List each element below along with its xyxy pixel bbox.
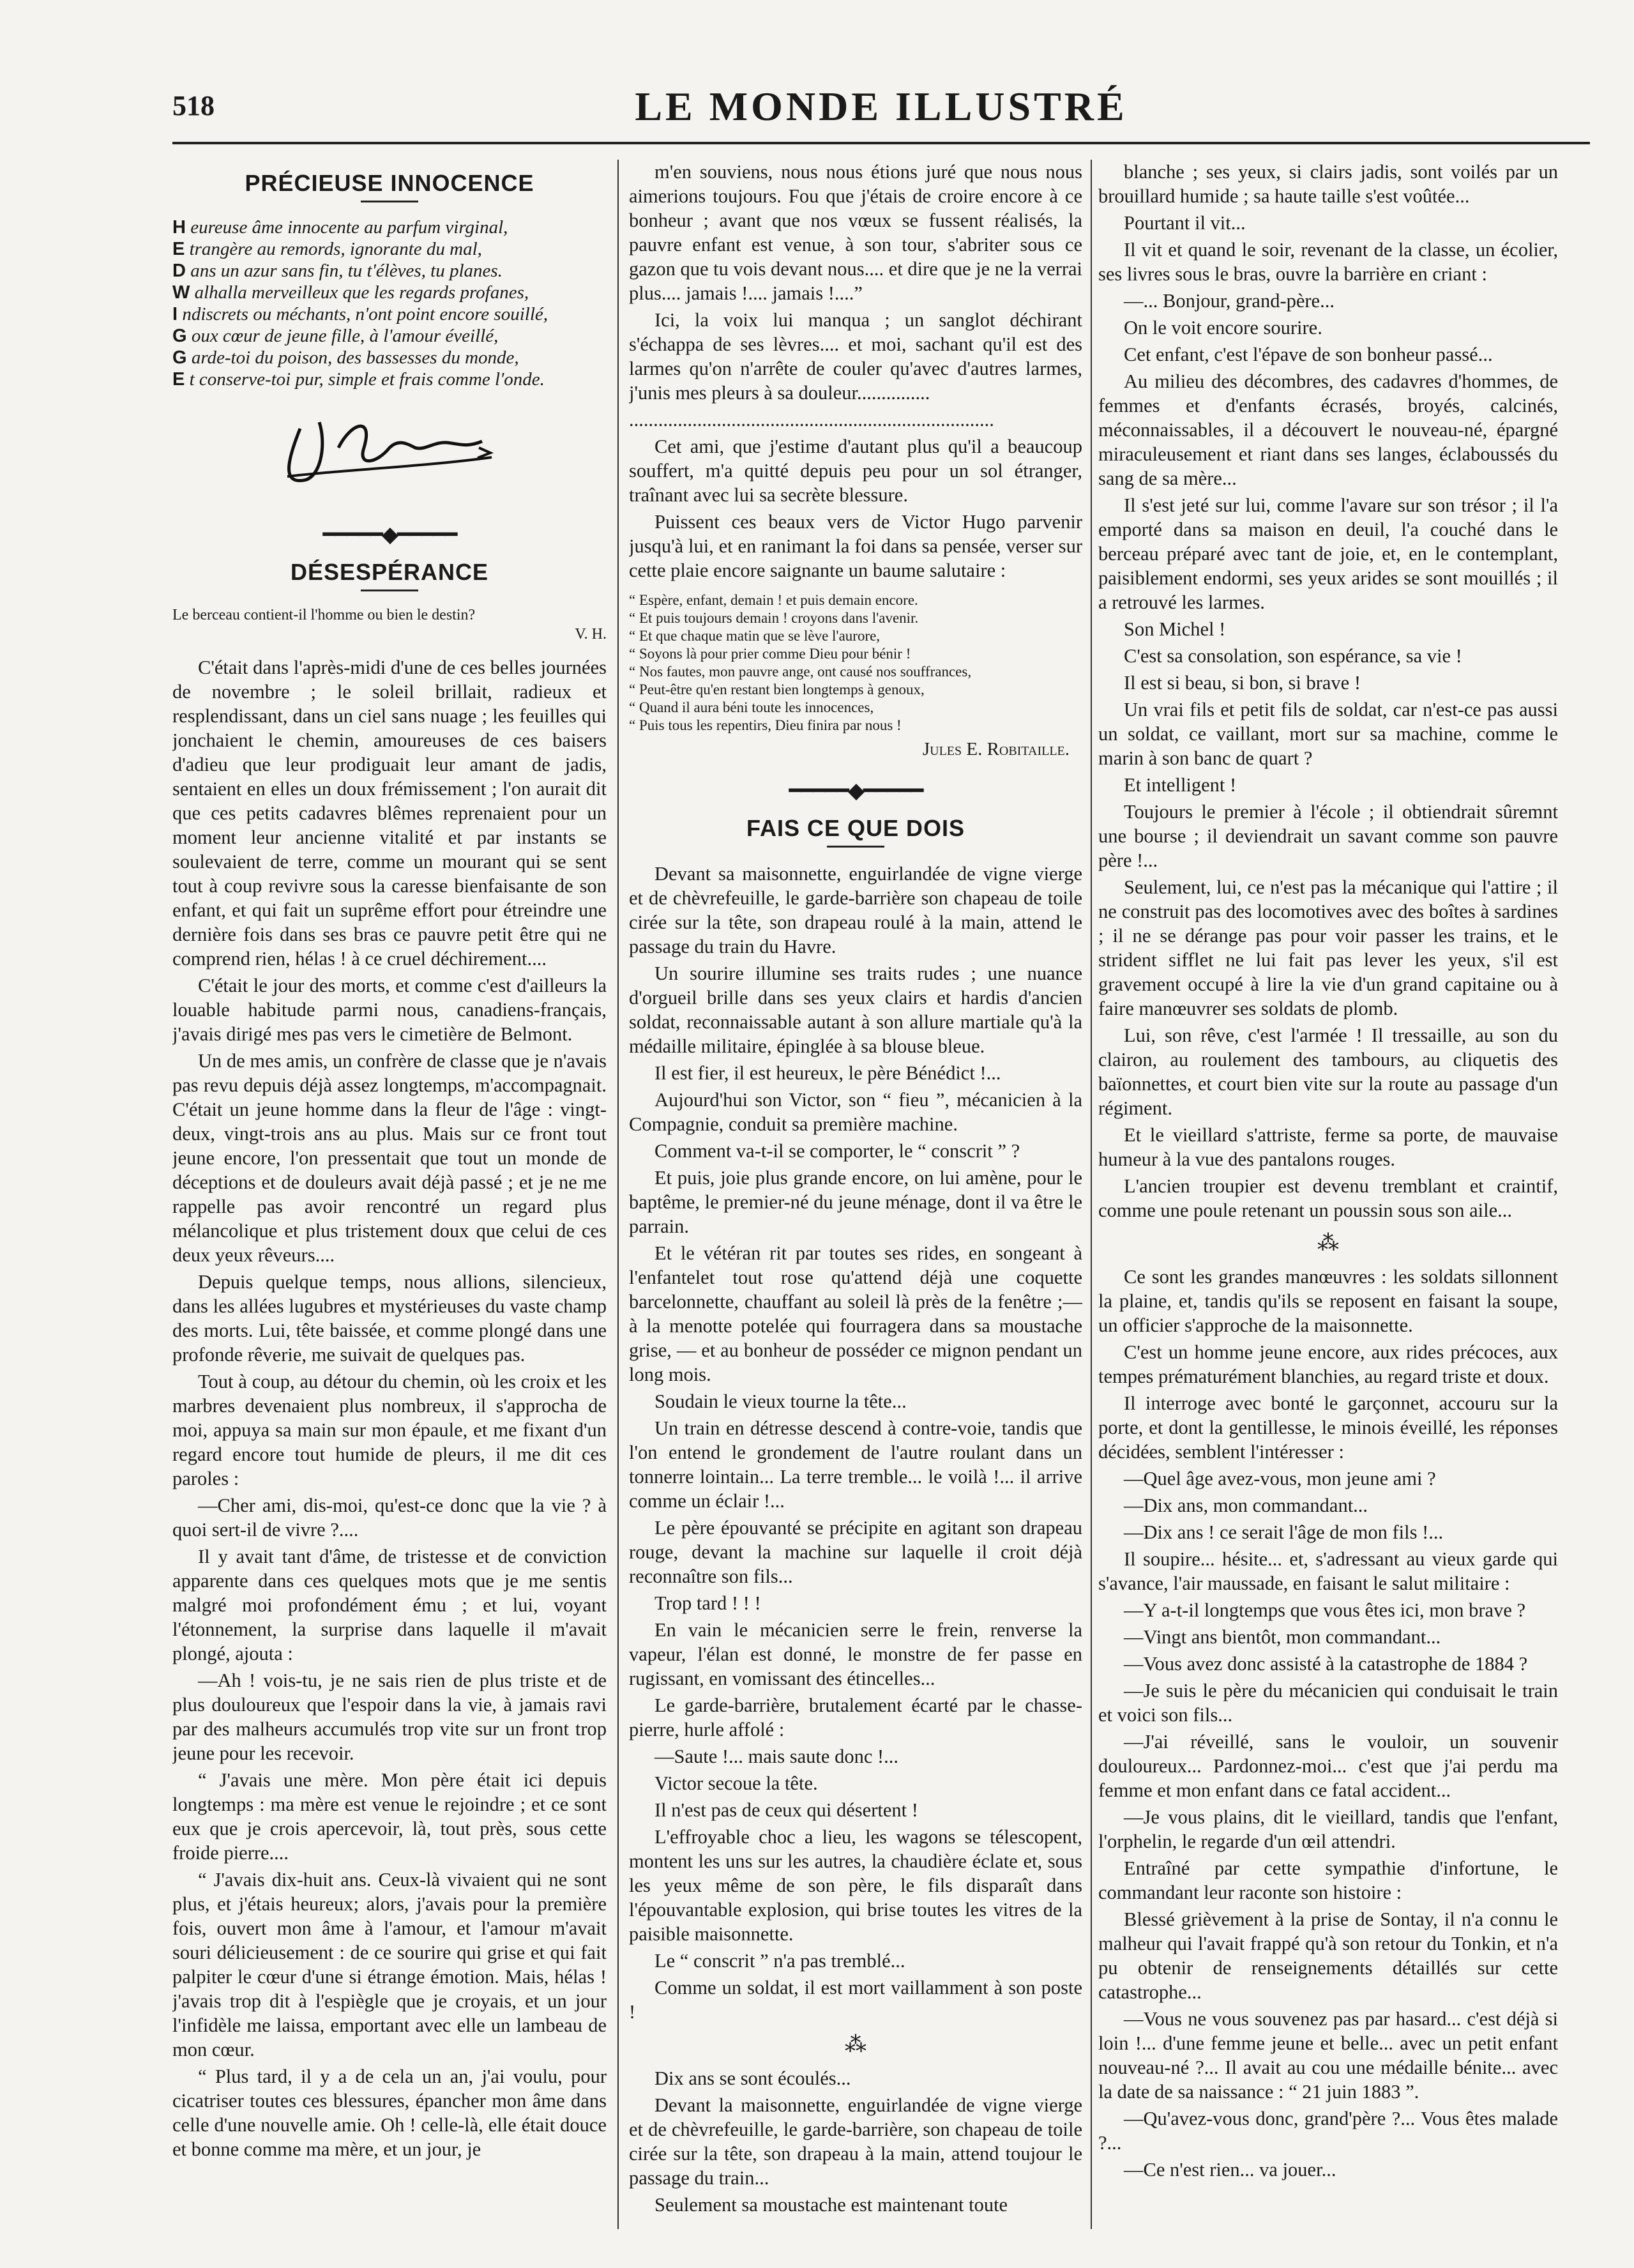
verse-line: “ Quand il aura béni toute les innocences, (629, 699, 874, 715)
paragraph: blanche ; ses yeux, si clairs jadis, sont voilés par un brouillard humide ; sa haute taille s'est voûtée... (1098, 161, 1558, 207)
paragraph: Un de mes amis, un confrère de classe que je n'avais pas revu depuis déjà assez longtemps, m'accompagnait. C'était un jeune homme dans la fleur de l'âge : vingt-deux, vingt-trois ans au plus. Mais sur ce front tout jeune encore, l'on pressentait que tout un monde de déceptions et de douleurs avait déjà passé ; et je ne me rappelle pas avoir rencontré un regard plus mélancolique et plus tristement doux que celui de ces deux yeux rêveurs.... (172, 1050, 607, 1266)
title-rule (827, 846, 884, 848)
paragraph: —Je suis le père du mécanicien qui conduisait le train et voici son fils... (1098, 1680, 1558, 1726)
acrostic-initial: G (172, 347, 187, 368)
paragraph: Aujourd'hui son Victor, son “ fieu ”, mécanicien à la Compagnie, conduit sa première machine. (629, 1089, 1082, 1135)
poem-line (172, 369, 607, 390)
paragraph: Toujours le premier à l'école ; il obtiendrait sûremnt une bourse ; il deviendrait un savant comme son pauvre père !... (1098, 801, 1558, 871)
title-rule (361, 590, 418, 591)
paragraph: Comment va-t-il se comporter, le “ conscrit ” ? (654, 1140, 1020, 1162)
paragraph: Tout à coup, au détour du chemin, où les croix et les marbres devenaient plus nombreux, il s'approcha de moi, appuya sa main sur mon épaule, et me fixant d'un regard encore tout humide de pleurs, il me dit ces paroles : (172, 1371, 607, 1489)
paragraph: Un sourire illumine ses traits rudes ; une nuance d'orgueil brille dans ses yeux clairs et hardis d'ancien soldat, reconnaissable autant à son allure martiale qu'à la médaille militaire, épinglée à sa blouse bleue. (629, 963, 1082, 1057)
poem-line (172, 217, 607, 238)
paragraph: —Dix ans ! ce serait l'âge de mon fils !... (1124, 1521, 1444, 1543)
paragraph: —Ce n'est rien... va jouer... (1124, 2159, 1336, 2180)
poem-line-text: eureuse âme innocente au parfum virginal, (190, 217, 508, 238)
paragraph: Il est fier, il est heureux, le père Bénédict !... (654, 1062, 1001, 1084)
acrostic-initial: I (172, 304, 178, 324)
poem-line-text: oux cœur de jeune fille, à l'amour éveillé, (191, 326, 499, 346)
paragraph: —Dix ans, mon commandant... (1124, 1495, 1368, 1516)
section-ornament: ━━━━━◆━━━━━ (789, 779, 923, 803)
paragraph: “ J'avais dix-huit ans. Ceux-là vivaient qui ne sont plus, et j'étais heureux; alors, j'avais pour la première fois, ouvert mon âme à l'amour, et l'amour m'avait souri délicieusement : de ce sourire qui grise et qui fait palpiter le cœur d'une si étrange émotion. Mais, hélas ! j'avais trop dit à l'espiègle que je croyais, et un jour l'infidèle me laissa, emportant avec elle un lambeau de mon cœur. (172, 1869, 607, 2060)
paragraph: Son Michel ! (1124, 618, 1226, 640)
verse-quote (629, 591, 1082, 734)
paragraph: —Ah ! vois-tu, je ne sais rien de plus triste et de plus douloureux que l'espoir dans la vie, à jamais ravi par des malheurs accumulés trop vite sur un front trop jeune pour les recevoir. (172, 1670, 607, 1764)
acrostic-initial: E (172, 369, 185, 390)
paragraph: Seulement sa moustache est maintenant toute (654, 2194, 1008, 2216)
paragraph: L'ancien troupier est devenu tremblant et craintif, comme une poule retenant un poussin sous son aile... (1098, 1175, 1558, 1221)
paragraph: Il n'est pas de ceux qui désertent ! (654, 1799, 918, 1821)
paragraph: —Vous avez donc assisté à la catastrophe de 1884 ? (1124, 1653, 1528, 1675)
poem-line (172, 303, 607, 325)
poem-line-text: arde-toi du poison, des bassesses du monde, (191, 347, 519, 368)
paragraph: Il s'est jeté sur lui, comme l'avare sur son trésor ; il l'a emporté dans sa maison en deuil, l'a couché dans le berceau préparé avec tant de joie, et, en le contemplant, paisiblement endormi, ses yeux arides se sont mouillés ; il a retrouvé les larmes. (1098, 494, 1558, 613)
paragraph: Et le vétéran rit par toutes ses rides, en songeant à l'enfantelet tout rose qu'attend déjà une coquette barcelonnette, chauffant au soleil là près de la fenêtre ;— à la menotte potelée qui fourragera dans sa moustache grise, — et au bonheur de posséder ce mignon pendant un long mois. (629, 1242, 1082, 1385)
poem-line-text: t conserve-toi pur, simple et frais comme l'onde. (189, 369, 545, 390)
paragraph: Devant la maisonnette, enguirlandée de vigne vierge et de chèvrefeuille, le garde-barrière, son chapeau de toile cirée sur la tête, son drapeau à la main, attend toujour le passage du train... (629, 2094, 1082, 2189)
signature (172, 390, 607, 505)
paragraph: Il est si beau, si bon, si brave ! (1124, 672, 1361, 694)
paragraph: —Y a-t-il longtemps que vous êtes ici, mon brave ? (1124, 1599, 1526, 1621)
story-body (172, 655, 607, 2161)
story-title: DÉSESPÉRANCE (290, 559, 489, 585)
poem-line (172, 260, 607, 282)
story-body-continued (1098, 160, 1558, 1222)
poem-line-text: ndiscrets ou méchants, n'ont point encore souillé, (182, 304, 548, 324)
column-1 (172, 160, 607, 2229)
paragraph: Soudain le vieux tourne la tête... (654, 1390, 907, 1412)
paragraph: Devant sa maisonnette, enguirlandée de vigne vierge et de chèvrefeuille, le garde-barrière son chapeau de toile cirée sur la tête, son drapeau roulé à la main, attend le passage du train du Havre. (629, 863, 1082, 957)
paragraph: Il soupire... hésite... et, s'adressant au vieux garde qui s'avance, l'air maussade, en faisant le salut militaire : (1098, 1548, 1558, 1594)
poem-line-text: trangère au remords, ignorante du mal, (189, 239, 482, 259)
paragraph: On le voit encore sourire. (1124, 317, 1322, 339)
paragraph: —Saute !... mais saute donc !... (654, 1746, 899, 1767)
paragraph: —Cher ami, dis-moi, qu'est-ce donc que la vie ? à quoi sert-il de vivre ?.... (172, 1495, 607, 1541)
paragraph: —J'ai réveillé, sans le vouloir, un souvenir douloureux... Pardonnez-moi... c'est que j'ai perdu ma femme et mon enfant dans ce fatal accident... (1098, 1731, 1558, 1801)
paragraph: Dix ans se sont écoulés... (654, 2067, 851, 2089)
paragraph: Il y avait tant d'âme, de tristesse et de conviction apparente dans ces quelques mots que je me sentis malgré moi profondément ému ; et lui, voyant l'étonnement, la surprise dans laquelle il m'avait plongé, ajouta : (172, 1546, 607, 1664)
story-body (629, 2066, 1082, 2217)
verse-line: “ Nos fautes, mon pauvre ange, ont causé nos souffrances, (629, 664, 972, 680)
paragraph: m'en souviens, nous nous étions juré que nous nous aimerions toujours. Fou que j'étais de croire encore à ce bonheur ; avant que nos vœux se fussent réalisés, la pauvre enfant est venue, à son tour, s'abriter sous ce gazon que tu vois devant nous.... et dire que je ne la verrai plus.... jamais !.... jamais !....” (629, 161, 1082, 304)
paragraph: “ J'avais une mère. Mon père était ici depuis longtemps : ma mère est venue le rejoindre ; et ce sont eux que je crois apercevoir, là, tout près, sous cette froide pierre.... (172, 1769, 607, 1864)
paragraph: Entraîné par cette sympathie d'infortune, le commandant leur raconte son histoire : (1098, 1857, 1558, 1903)
paragraph: En vain le mécanicien serre le frein, renverse la vapeur, l'élan est donné, le monstre de fer passe en rugissant, en vomissant des étincelles... (629, 1619, 1082, 1689)
paragraph: Lui, son rêve, c'est l'armée ! Il tressaille, au son du clairon, au roulement des tambours, au cliquetis des baïonnettes, et court bien vite sur la route au passage d'un régiment. (1098, 1024, 1558, 1119)
story-title: FAIS CE QUE DOIS (746, 815, 965, 841)
paragraph: Cet enfant, c'est l'épave de son bonheur passé... (1124, 344, 1493, 365)
poem-line (172, 325, 607, 347)
poem-line (172, 347, 607, 369)
verse-line: “ Puis tous les repentirs, Dieu finira par nous ! (629, 717, 902, 733)
paragraph: —Qu'avez-vous donc, grand'père ?... Vous êtes malade ?... (1098, 2108, 1558, 2154)
poem-title: PRÉCIEUSE INNOCENCE (245, 170, 534, 196)
acrostic-poem (172, 217, 607, 390)
paragraph: Comme un soldat, il est mort vaillamment à son poste ! (629, 1977, 1082, 2023)
paragraph: Depuis quelque temps, nous allions, silencieux, dans les allées lugubres et mystérieuses du vaste champ des morts. Lui, tête baissée, et comme plongé dans une profonde rêverie, me suivait de quelques pas. (172, 1271, 607, 1366)
poem-line-text: ans un azur sans fin, tu t'élèves, tu planes. (190, 261, 503, 281)
paragraph: Ce sont les grandes manœuvres : les soldats sillonnent la plaine, et, tandis qu'ils se reposent en faisant la soupe, un officier s'approche de la maisonnette. (1098, 1266, 1558, 1336)
paragraph: —Quel âge avez-vous, mon jeune ami ? (1124, 1468, 1436, 1489)
paragraph: Il interroge avec bonté le garçonnet, accouru sur la porte, et dont la gentillesse, le minois éveillé, les réponses décidées, semblent l'intéresser : (1098, 1392, 1558, 1463)
paragraph: —Vous ne vous souvenez pas par hasard... c'est déjà si loin !... d'une femme jeune et belle... avec un petit enfant nouveau-né ?... Il avait au cou une médaille bénite... avec la date de sa naissance : “ 21 juin 1883 ”. (1098, 2008, 1558, 2103)
paragraph: —Vingt ans bientôt, mon commandant... (1124, 1626, 1441, 1648)
section-ornament: ━━━━━◆━━━━━ (322, 523, 457, 547)
page-number: 518 (172, 90, 215, 121)
paragraph: Pourtant il vit... (1124, 212, 1246, 234)
paragraph: Il vit et quand le soir, revenant de la classe, un écolier, ses livres sous le bras, ouvre la barrière en criant : (1098, 239, 1558, 285)
paragraph: Au milieu des décombres, des cadavres d'hommes, de femmes et d'enfants écrasés, broyés, calcinés, méconnaissables, il a découvert le nouveau-né, épargné miraculeusement et riant dans ses langes, éclaboussés du sang de sa mère... (1098, 370, 1558, 489)
epigraph-text: Le berceau contient-il l'homme ou bien le destin? (172, 607, 476, 623)
epigraph-author: V. H. (575, 626, 607, 643)
paragraph: ........................................................................... (629, 409, 994, 430)
paragraph: Et le vieillard s'attriste, ferme sa porte, de mauvaise humeur à la vue des pantalons rouges. (1098, 1124, 1558, 1170)
paragraph: Trop tard ! ! ! (654, 1592, 761, 1614)
paragraph: Et puis, joie plus grande encore, on lui amène, pour le baptême, le premier-né du jeune ménage, dont il va être le parrain. (629, 1167, 1082, 1237)
paragraph: C'était le jour des morts, et comme c'est d'ailleurs la louable habitude parmi nous, canadiens-français, j'avais dirigé mes pas vers le cimetière de Belmont. (172, 975, 607, 1045)
paragraph: Victor secoue la tête. (654, 1772, 818, 1794)
paragraph: Ici, la voix lui manqua ; un sanglot déchirant s'échappa de ses lèvres.... et moi, sachant qu'il est des larmes qu'on n'arrête de couler qu'avec d'autres larmes, j'unis mes pleurs à sa douleur............... (629, 309, 1082, 404)
column-divider (617, 160, 619, 2229)
page-header (172, 84, 1590, 141)
paragraph: Seulement, lui, ce n'est pas la mécanique qui l'attire ; il ne construit pas des locomotives avec des boîtes à sardines ; il ne se dérange pas pour voir passer les trains, et le strident sifflet ne lui fait pas lever les yeux, s'il est gravement occupé à lire la vie d'un grand capitaine ou à faire manœuvrer ses soldats de plomb. (1098, 876, 1558, 1019)
acrostic-initial: W (172, 282, 190, 303)
paragraph: Le père épouvanté se précipite en agitant son drapeau rouge, devant la machine sur laquelle il croit déjà reconnaître son fils... (629, 1517, 1082, 1587)
paragraph: Le garde-barrière, brutalement écarté par le chasse-pierre, hurle affolé : (629, 1694, 1082, 1740)
asterism: ⁂ (1317, 1231, 1339, 1255)
column-3 (1098, 160, 1558, 2229)
verse-line: “ Espère, enfant, demain ! et puis demain encore. (629, 592, 918, 608)
title-rule (361, 201, 418, 202)
masthead: LE MONDE ILLUSTRÉ (635, 84, 1128, 129)
paragraph: L'effroyable choc a lieu, les wagons se télescopent, montent les uns sur les autres, la chaudière éclate et, sous les yeux même de son père, le fils disparaît dans l'épouvantable explosion, qui brise toutes les vitres de la paisible maisonnette. (629, 1826, 1082, 1945)
paragraph: Le “ conscrit ” n'a pas tremblé... (654, 1950, 905, 1972)
paragraph: —... Bonjour, grand-père... (1124, 290, 1335, 312)
column-2 (629, 160, 1082, 2229)
verse-line: “ Et puis toujours demain ! croyons dans l'avenir. (629, 610, 919, 626)
paragraph: Un train en détresse descend à contre-voie, tandis que l'on entend le grondement de l'autre roulant dans un tonnerre lointain... La terre tremble... le voilà !... il arrive comme un éclair !... (629, 1417, 1082, 1512)
paragraph: “ Plus tard, il y a de cela un an, j'ai voulu, pour cicatriser toutes ces blessures, épancher mon âme dans celle d'une nouvelle amie. Oh ! celle-là, elle était douce et bonne comme ma mère, et un jour, je (172, 2066, 607, 2160)
acrostic-initial: D (172, 261, 186, 281)
paragraph: Et intelligent ! (1124, 774, 1237, 796)
column-divider (1091, 160, 1092, 2229)
poem-line (172, 282, 607, 303)
poem-line (172, 238, 607, 260)
asterism: ⁂ (845, 2033, 866, 2057)
paragraph: Cet ami, que j'estime d'autant plus qu'il a beaucoup souffert, m'a quitté depuis peu pour un sol étranger, traînant avec lui sa secrète blessure. (629, 436, 1082, 506)
paragraph: Puissent ces beaux vers de Victor Hugo parvenir jusqu'à lui, et en ranimant la foi dans sa pensée, verser sur cette plaie encore saignante un baume salutaire : (629, 511, 1082, 581)
verse-line: “ Peut-être qu'en restant bien longtemps à genoux, (629, 681, 925, 697)
paragraph: —Je vous plains, dit le vieillard, tandis que l'enfant, l'orphelin, le regarde d'un œil attendri. (1098, 1806, 1558, 1852)
paragraph: C'est sa consolation, son espérance, sa vie ! (1124, 645, 1462, 667)
story-body-continued (629, 160, 1082, 582)
story-body (1098, 1265, 1558, 2182)
paragraph: C'est un homme jeune encore, aux rides précoces, aux tempes prématurément blanchies, au regard triste et doux. (1098, 1341, 1558, 1387)
author-name: Jules E. Robitaille. (922, 739, 1070, 759)
story-body (629, 862, 1082, 2024)
acrostic-initial: H (172, 217, 186, 238)
verse-line: “ Soyons là pour prier comme Dieu pour bénir ! (629, 646, 911, 662)
acrostic-initial: G (172, 326, 187, 346)
header-rule (172, 142, 1590, 144)
epigraph (172, 605, 607, 644)
paragraph: C'était dans l'après-midi d'une de ces belles journées de novembre ; le soleil brillait, radieux et resplendissant, dans un ciel sans nuage ; les feuilles qui jonchaient le chemin, amoureuses de ces baisers d'adieu que leur prodiguait leur amant de jadis, sentaient en elles un doux frémissement ; l'on aurait dit que ces petits cadavres blêmes reprenaient pour un moment leur ancienne vitalité et par instants se soulevaient de terre, comme un mourant qui se sent tout à coup revivre sous la caresse bienfaisante de son enfant, et qui fait un suprême effort pour étreindre une dernière fois dans ses bras ce pauvre petit être qui ne comprend rien, hélas ! à ce cruel déchirement.... (172, 657, 607, 970)
paragraph: Un vrai fils et petit fils de soldat, car n'est-ce pas aussi un soldat, ce vaillant, mort sur sa machine, comme le marin à son banc de quart ? (1098, 699, 1558, 769)
poem-line-text: alhalla merveilleux que les regards profanes, (194, 282, 529, 303)
verse-line: “ Et que chaque matin que se lève l'aurore, (629, 628, 881, 644)
acrostic-initial: E (172, 239, 185, 259)
paragraph: Blessé grièvement à la prise de Sontay, il n'a connu le malheur qui l'avait frappé qu'à son retour du Tonkin, et n'a pu obtenir de renseignements détaillés sur cette catastrophe... (1098, 1908, 1558, 2003)
